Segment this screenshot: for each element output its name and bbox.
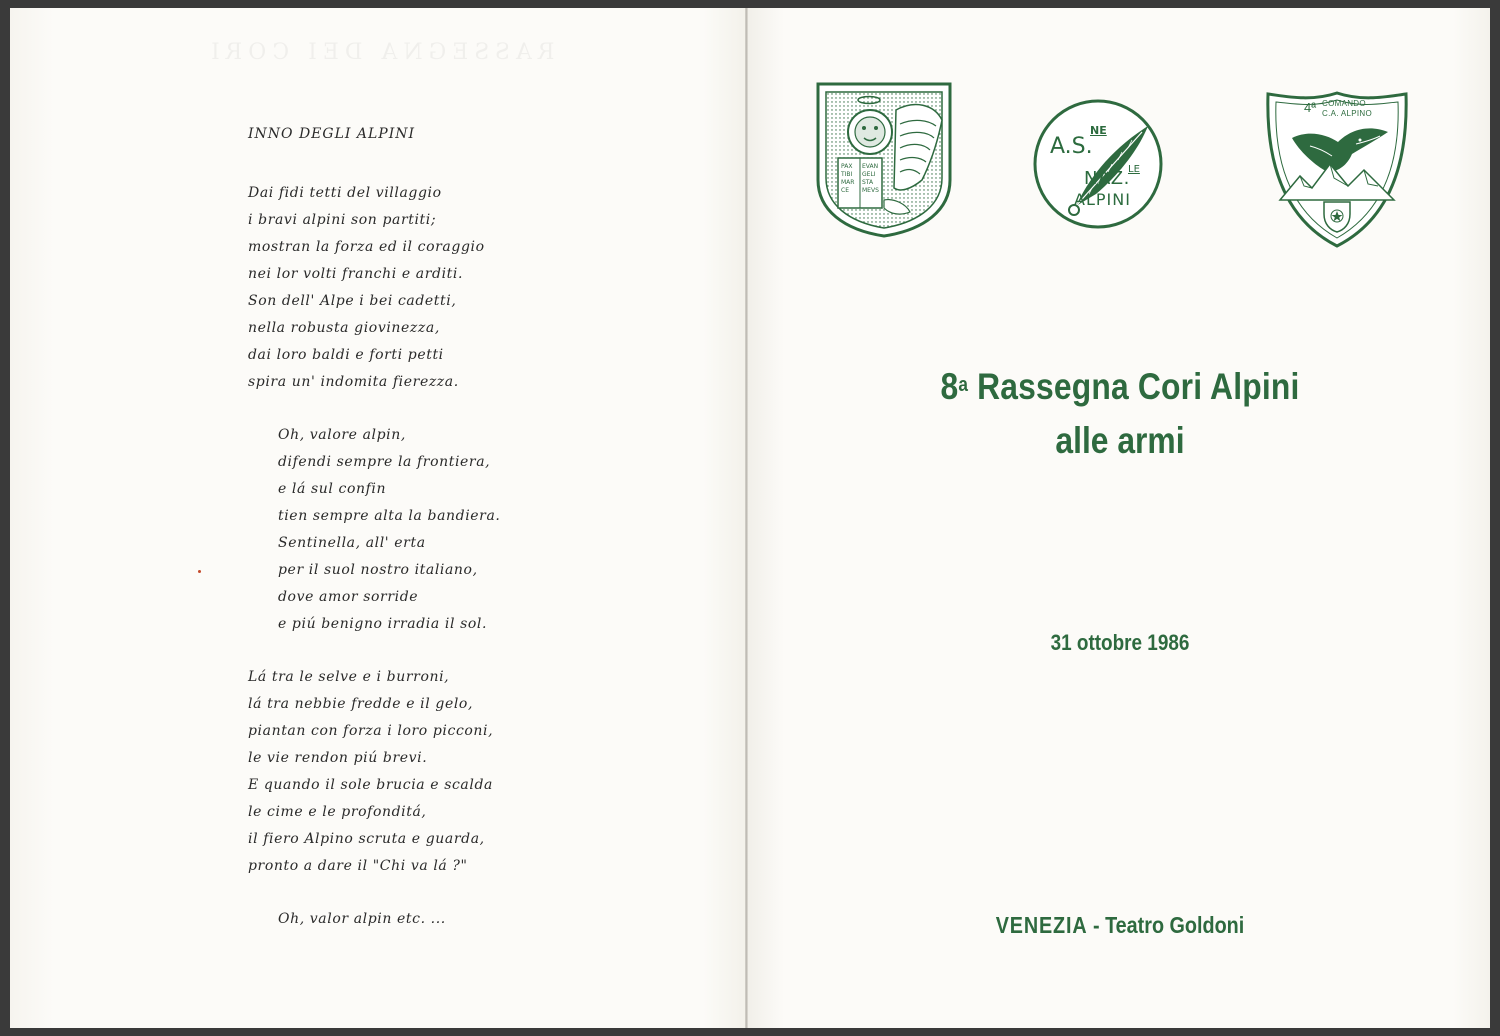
ana-naz: NAZ. xyxy=(1084,168,1130,189)
stanza-3 xyxy=(248,664,500,880)
poem-line: e lá sul confin xyxy=(278,481,387,497)
poem-line: le vie rendon piú brevi. xyxy=(248,750,428,766)
paper-speck xyxy=(198,570,201,573)
poem-line: dove amor sorride xyxy=(278,589,419,605)
lion-of-saint-mark-shield-icon xyxy=(814,80,954,240)
book-text: CE xyxy=(841,187,849,194)
comando-number: 4ª xyxy=(1304,100,1317,115)
event-title xyxy=(810,364,1430,464)
edition-ordinal: a xyxy=(958,374,969,396)
poem-line: per il suol nostro italiano, xyxy=(278,562,478,578)
ana-feather-circle-icon xyxy=(1032,98,1164,230)
ana-initials: A.S. xyxy=(1050,134,1093,159)
venue-theatre: Teatro Goldoni xyxy=(1105,912,1245,938)
stanza-4-refrain xyxy=(278,906,500,933)
poem-line: nei lor volti franchi e arditi. xyxy=(248,266,464,282)
venue-city: VENEZIA xyxy=(995,912,1088,938)
poem-line: Lá tra le selve e i burroni, xyxy=(248,669,450,685)
event-subtitle: alle armi xyxy=(1055,420,1185,461)
event-venue xyxy=(914,912,1327,939)
poem-line: lá tra nebbie fredde e il gelo, xyxy=(248,696,473,712)
edition-number: 8 xyxy=(940,366,959,407)
poem-line: Dai fidi tetti del villaggio xyxy=(248,185,442,201)
poem-line: dai loro baldi e forti petti xyxy=(248,347,444,363)
ana-superscript-le: LE xyxy=(1128,164,1140,175)
poem-line: spira un' indomita fierezza. xyxy=(248,374,459,390)
poem-line: e piú benigno irradia il sol. xyxy=(278,616,488,632)
event-title-line-1 xyxy=(853,364,1386,410)
eagle-mountain-shield-icon xyxy=(1264,90,1410,250)
poem-line: Sentinella, all' erta xyxy=(278,535,426,551)
stanza-2-refrain xyxy=(278,422,500,638)
book-text: STA xyxy=(862,179,874,186)
poem-line: Oh, valor alpin etc. ... xyxy=(278,911,446,927)
poem-line: nella robusta giovinezza, xyxy=(248,320,440,336)
poem-line: piantan con forza i loro picconi, xyxy=(248,723,494,739)
poem-line: tien sempre alta la bandiera. xyxy=(278,508,501,524)
poem-line: pronto a dare il "Chi va lá ?" xyxy=(248,858,468,874)
ana-superscript: NE xyxy=(1090,124,1107,137)
book-text: GELI xyxy=(862,171,876,178)
poem-line: il fiero Alpino scruta e guarda, xyxy=(248,831,485,847)
stanza-1 xyxy=(248,180,500,396)
page-fold xyxy=(745,8,748,1028)
poem-title: INNO DEGLI ALPINI xyxy=(248,126,416,142)
book-text: EVAN xyxy=(862,163,879,170)
poem xyxy=(248,126,500,933)
poem-line: Oh, valore alpin, xyxy=(278,427,406,443)
venue-separator: - xyxy=(1092,912,1100,938)
comando-line-1: COMANDO xyxy=(1322,99,1366,108)
ana-alpini: ALPINI xyxy=(1074,190,1131,209)
poem-line: mostran la forza ed il coraggio xyxy=(248,239,485,255)
book-text: TIBI xyxy=(841,171,853,178)
event-date: 31 ottobre 1986 xyxy=(1050,630,1190,655)
poem-line: E quando il sole brucia e scalda xyxy=(248,777,493,793)
comando-line-2: C.A. ALPINO xyxy=(1322,109,1372,118)
poem-line: le cime e le profonditá, xyxy=(248,804,427,820)
poem-line: Son dell' Alpe i bei cadetti, xyxy=(248,293,457,309)
book-text: MAR xyxy=(841,179,855,186)
poem-line: difendi sempre la frontiera, xyxy=(278,454,491,470)
event-title-text: Rassegna Cori Alpini xyxy=(977,366,1300,407)
book-text: PAX xyxy=(841,163,853,170)
poem-line: i bravi alpini son partiti; xyxy=(248,212,437,228)
book-text: MEVS xyxy=(862,187,879,194)
